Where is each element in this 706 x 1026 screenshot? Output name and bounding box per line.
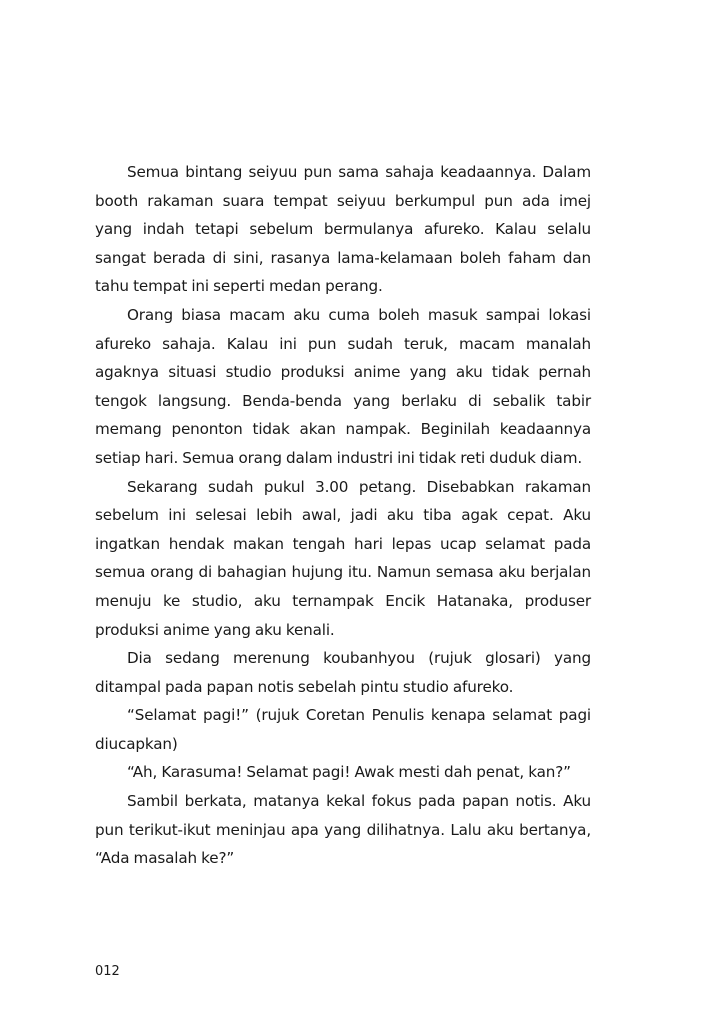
paragraph-2: Orang biasa macam aku cuma boleh masuk sampai lokasi afureko sahaja. Kalau ini pun sudah teruk, macam manalah agaknya situasi studio produksi anime yang aku tidak pernah tengok langsung. Benda-benda yang berlaku di sebalik tabir memang penonton tidak akan nampak. Beginilah keadaannya setiap hari. Semua orang dalam industri ini tidak reti duduk diam. [95,305,591,467]
paragraph-6: “Ah, Karasuma! Selamat pagi! Awak mesti dah penat, kan?” [127,763,571,782]
paragraph-4: Dia sedang merenung koubanhyou (rujuk glosari) yang ditampal pada papan notis sebelah pintu studio afureko. [95,649,591,696]
paragraph-1: Semua bintang seiyuu pun sama sahaja keadaannya. Dalam booth rakaman suara tempat seiyuu berkumpul pun ada imej yang indah tetapi sebelum bermulanya afureko. Kalau selalu sangat berada di sini, rasanya lama-kelamaan boleh faham dan tahu tempat ini seperti medan perang. [95,163,591,296]
body-text [95,158,591,873]
paragraph-5: “Selamat pagi!” (rujuk Coretan Penulis kenapa selamat pagi diucapkan) [95,706,591,753]
paragraph-7: Sambil berkata, matanya kekal fokus pada papan notis. Aku pun terikut-ikut meninjau apa yang dilihatnya. Lalu aku bertanya, “Ada masalah ke?” [95,792,591,868]
page-number: 012 [95,964,120,979]
paragraph-3: Sekarang sudah pukul 3.00 petang. Disebabkan rakaman sebelum ini selesai lebih awal, jadi aku tiba agak cepat. Aku ingatkan hendak makan tengah hari lepas ucap selamat pada semua orang di bahagian hujung itu. Namun semasa aku berjalan menuju ke studio, aku ternampak Encik Hatanaka, produser produksi anime yang aku kenali. [95,477,591,639]
